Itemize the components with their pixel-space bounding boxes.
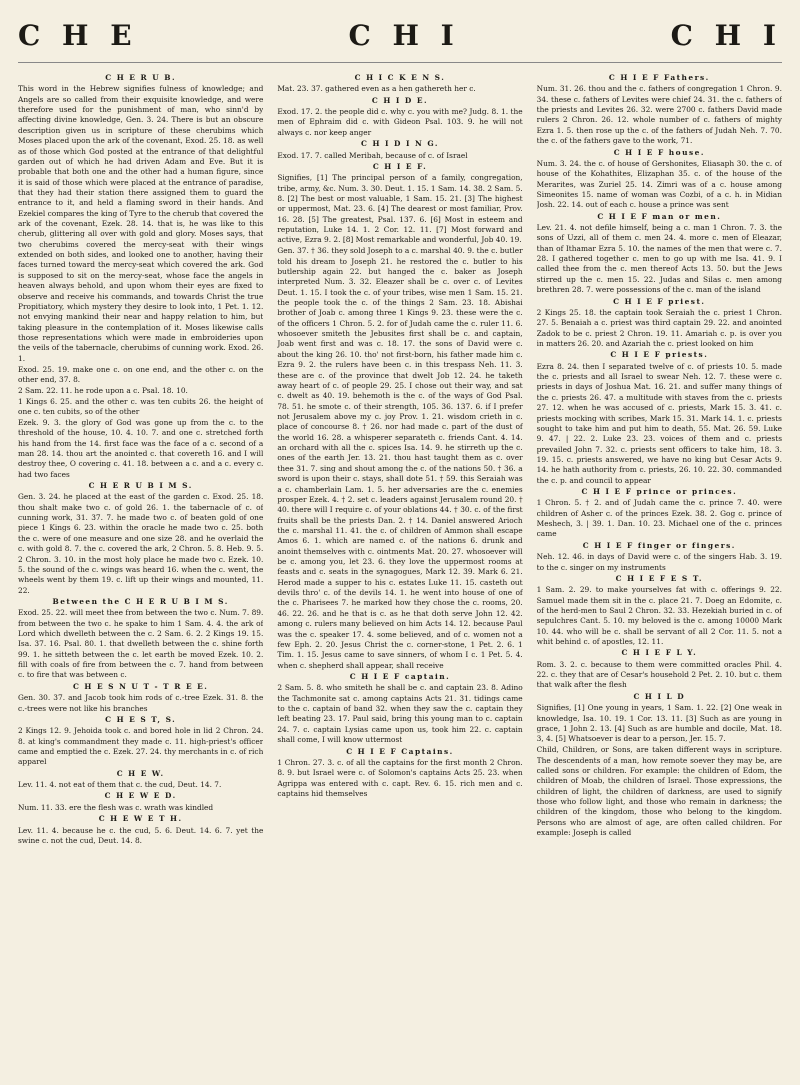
column-3 — [537, 72, 782, 1077]
entry-text: Exod. 17. 2. the people did c. why c. you with me? Judg. 8. 1. the men of Ephraim did c. with Gideon Psal. 103. 9. he will not always c. nor keep anger — [277, 107, 523, 137]
entry-text: Num. 3. 24. the c. of house of Gershonites, Eliasaph 30. the c. of house of the Kohathites, Elizaphan 35. c. of the house of the Merarites, was Zuriel 25. 14. Zimri was of a c. house among Simeonites 15. name of woman was Cozbi, of a c. h. in Midian Josh. 22. 14. out of each c. house a prince was sent — [536, 158, 782, 210]
entry-text: 1 Chron. 5. † 2. and of Judah came the c. prince 7. 40. were children of Asher c. of the princes Ezek. 38. 2. Gog c. prince of Meshech, 3. | 39. 1. Dan. 10. 23. Michael one of the c. princes came — [536, 498, 782, 539]
entry-heading: C H I E F priest. — [613, 296, 706, 306]
entry-text: Num. 11. 33. ere the flesh was c. wrath was kindled — [18, 802, 214, 812]
entry-heading: C H E W E T H. — [98, 814, 183, 824]
entry-text: 2 Sam. 5. 8. who smiteth he shall be c. and captain 23. 8. Adino the Tachmonite sat c. among captains Acts 21. 31. tidings came to the c. captain of band 32. when they saw the c. captain they left beating 23. 17. Paul said, bring this young man to c. captain 24. 7. c. captain Lysias came upon us, took him 22. c. captain shall come, I will know uttermost — [277, 683, 523, 745]
entry-text: Neh. 12. 46. in days of David were c. of the singers Hab. 3. 19. to the c. singer on my instruments — [536, 552, 782, 572]
entry-text: Exod. 17. 7. called Meribah, because of c. of Israel — [277, 150, 468, 160]
entry-heading: C H E S T, S. — [105, 714, 177, 724]
entry-text: Num. 31. 26. thou and the c. fathers of congregation 1 Chron. 9. 34. these c. fathers of Levites were chief 24. 31. the c. fathers of the priests and Levites 26. 32. were 2700 c. fathers David made rulers 2 Chron. 26. 12. whole number of c. fathers of mighty Ezra 1. 5. then rose up the c. of the fathers of Judah Neh. 7. 70. the c. of the fathers gave to the work, 71. — [536, 84, 782, 146]
dictionary-columns — [18, 72, 782, 1077]
entry-heading: C H I D E. — [371, 95, 429, 105]
entry-heading: C H I E F. — [372, 161, 428, 171]
entry-text: Signifies, [1] The principal person of a family, congregation, tribe, army, &c. Num. 3. 30. Deut. 1. 15. 1 Sam. 14. 38. 2 Sam. 5. 8. [2] The best or most valuable, 1 Sam. 15. 21. [3] The highest or uppermost, Mat. 23. 6. [4] The dearest or most familiar, Prov. 16. 28. [5] The greatest, Psal. 137. 6. [6] Most in esteem and reputation, Luke 14. 1. 2 Cor. 12. 11. [7] Most forward and active, Ezra 9. 2. [8] Most remarkable and wonderful, Job 40. 19. — [277, 173, 523, 245]
entry-text: Lev. 21. 4. not defile himself, being a c. man 1 Chron. 7. 3. the sons of Uzzi, all of them c. men 24. 4. more c. men of Eleazar, than of Ithamar Ezra 5. 10. the names of the men that were c. 7. 28. I gathered together c. men to go up with me Isa. 41. 9. I called thee from the c. men thereof Acts 13. 50. but the Jews stirred up the c. men 15. 22. Judas and Silas c. men among brethren 28. 7. were possessions of the c. man of the island — [536, 223, 782, 295]
entry-text: Ezek. 9. 3. the glory of God was gone up from the c. to the threshold of the house, 10. 4. 10. 7. and one c. stretched forth his hand from the 14. first face was the face of a c. second of a man 28. 14. thou art the anointed c. that covereth 16. and I will destroy thee, O covering c. 41. 18. between a c. and a c. every c. had two faces — [18, 417, 264, 479]
running-header — [18, 14, 782, 56]
entry-text: 1 Chron. 27. 3. c. of all the captains for the first month 2 Chron. 8. 9. but Israel were c. of Solomon's captains Acts 25. 23. when Agrippa was entered with c. capt. Rev. 6. 15. rich men and c. captains hid themselves — [277, 757, 523, 798]
entry-heading: C H I E F L Y. — [621, 648, 698, 658]
entry-heading: C H E S N U T - T R E E. — [72, 681, 209, 691]
entry-heading: Between the C H E R U B I M S. — [52, 596, 229, 606]
entry-text: Mat. 23. 37. gathered even as a hen gathereth her c. — [277, 84, 476, 94]
entry-heading: C H E W. — [116, 768, 165, 778]
entry-heading: C H I E F Fathers. — [608, 73, 710, 82]
header-left: C H E — [18, 18, 138, 52]
entry-text: Gen. 30. 37. and Jacob took him rods of c.-tree Ezek. 31. 8. the c.-trees were not like his branches — [18, 693, 264, 713]
entry-heading: C H I C K E N S. — [354, 73, 446, 82]
entry-heading: C H I E F E S T. — [615, 573, 703, 583]
header-center: C H I — [348, 18, 460, 52]
column-1 — [18, 72, 263, 1077]
entry-heading: C H I E F prince or princes. — [581, 487, 738, 497]
entry-heading: C H I D I N G. — [360, 139, 439, 149]
entry-heading: C H E R U B. — [105, 73, 177, 82]
entry-text: Signifies, [1] One young in years, 1 Sam. 1. 22. [2] One weak in knowledge, Isa. 10. 19. 1 Cor. 13. 11. [3] Such as are young in grace, 1 John 2. 13. [4] Such as are humble and docile, Mat. 18. 3, 4. [5] Whatsoever is dear to a person, Jer. 15. 7. — [536, 703, 782, 744]
entry-text: Gen. 3. 24. he placed at the east of the garden c. Exod. 25. 18. thou shalt make two c. of gold 26. 1. the tabernacle of c. of cunning work, 31. 37. 7. he made two c. of beaten gold of one piece 1 Kings 6. 23. within the oracle he made two c. 25. both the c. were of one measure and one size 28. and he overlaid the c. with gold 8. 7. the c. covered the ark, 2 Chron. 5. 8. Heb. 9. 5. 2 Chron. 3. 10. in the most holy place he made two c. Ezek. 10. 5. the sound of the c. wings was heard 16. when the c. went, the wheels went by them 19. c. lift up their wings and mounted, 11. 22. — [18, 492, 264, 595]
entry-text: 2 Kings 25. 18. the captain took Seraiah the c. priest 1 Chron. 27. 5. Benaiah a c. priest was third captain 29. 22. and anointed Zadok to be c. priest 2 Chron. 19. 11. Amariah c. p. is over you in matters 26. 20. and Azariah the c. priest looked on him — [536, 307, 782, 348]
entry-heading: C H I E F priests. — [610, 350, 709, 360]
entry-heading: C H I L D — [633, 691, 686, 701]
entry-heading: C H E W E D. — [104, 791, 177, 801]
entry-heading: C H I E F Captains. — [346, 746, 454, 756]
entry-heading: C H E R U B I M S. — [88, 481, 193, 491]
entry-text: 2 Kings 12. 9. Jehoida took c. and bored hole in lid 2 Chron. 24. 8. at king's commandment they made c. 11. high-priest's officer came and emptied the c. Ezek. 27. 24. thy merchants in c. of rich apparel — [18, 726, 264, 767]
entry-text: Exod. 25. 22. will meet thee from between the two c. Num. 7. 89. from between the two c. he spake to him 1 Sam. 4. 4. the ark of Lord which dwelleth between the c. 2 Sam. 6. 2. 2 Kings 19. 15. Isa. 37. 16. Psal. 80. 1. that dwelleth between the c. shine forth 99. 1. he sitteth between the c. let earth be moved Ezek. 10. 2. fill with coals of fire from between the c. 7. hand from between c. to fire that was between c. — [18, 608, 264, 680]
entry-text: Exod. 25. 19. make one c. on one end, and the other c. on the other end, 37. 8. — [18, 364, 264, 384]
entry-text: Lev. 11. 4. not eat of them that c. the cud, Deut. 14. 7. — [18, 780, 222, 790]
entry-heading: C H I E F house. — [613, 147, 705, 157]
header-rule — [18, 62, 782, 63]
header-right: C H I — [670, 18, 782, 52]
entry-text: Lev. 11. 4. because he c. the cud, 5. 6. Deut. 14. 6. 7. yet the swine c. not the cud, Deut. 14. 8. — [18, 825, 264, 845]
entry-heading: C H I E F captain. — [349, 671, 451, 681]
entry-text: 2 Sam. 22. 11. he rode upon a c. Psal. 18. 10. — [18, 385, 188, 395]
entry-text: 1 Sam. 2. 29. to make yourselves fat with c. offerings 9. 22. Samuel made them sit in the c. place 21. 7. Doeg an Edomite, c. of the herd-men to Saul 2 Chron. 32. 33. Hezekiah buried in c. of sepulchres Cant. 5. 10. my beloved is the c. among 10000 Mark 10. 44. who will be c. shall be servant of all 2 Cor. 11. 5. not a whit behind c. of apostles, 12. 11. — [536, 585, 782, 647]
entry-heading: C H I E F man or men. — [597, 211, 722, 221]
entry-text: Child, Children, or Sons, are taken different ways in scripture. The descendents of a man, how remote soever they may be, are called sons or children. For example: the children of Edom, the children of Moab, the children of Israel. Those expressions, the children of light, the children of darkness, are used to signify those who follow light, and those who remain in darkness; the children of the kingdom, those who belong to the kingdom. Persons who are almost of age, are often called children. For example: Joseph is called — [536, 745, 782, 838]
entry-text: Gen. 37. † 36. they sold Joseph to a c. marshal 40. 9. the c. butler told his dream to Joseph 21. he restored the c. butler to his butlership again 22. but hanged the c. baker as Joseph interpreted Num. 3. 32. Eleazer shall be c. over c. of Levites Deut. 1. 15. I took the c. of your tribes, wise men 1 Sam. 15. 21. the people took the c. of the things 2 Sam. 23. 18. Abishai brother of Joab c. among three 1 Kings 9. 23. these were the c. of the officers 1 Chron. 5. 2. for of Judah came the c. ruler 11. 6. whosoever smiteth the Jebusites first shall be c. and captain, Joab went first and was c. 18. 17. the sons of David were c. about the king 26. 10. tho' not first-born, his father made him c. Ezra 9. 2. the rulers have been c. in this trespass Neh. 11. 3. these are c. of the province that dwelt Job 12. 24. he taketh away heart of c. of people 29. 25. I chose out their way, and sat c. dwelt as 40. 19. behemoth is the c. of the ways of God Psal. 78. 51. he smote c. of their strength, 105. 36. 137. 6. if I prefer not Jerusalem above my c. joy Prov. 1. 21. wisdom crieth in c. place of concourse 8. † 26. nor had made c. part of the dust of the world 16. 28. a whisperer separateth c. friends Cant. 4. 14. an orchard with all the c. spices Isa. 14. 9. he stirreth up the c. ones of the earth Jer. 13. 21. thou hast taught them as c. over thee 31. 7. sing and shout among the c. of the nations 50. † 36. a sword is upon their c. stays, shall dote 51. † 59. this Seraiah was a c. chamberlain Lam. 1. 5. her adversaries are the c. enemies prosper Ezek. 4. † 2. set c. leaders against Jerusalem round 20. † 40. there will I require c. of your oblations 44. † 30. c. of the first fruits shall be the priests Dan. 2. † 14. Daniel answered Arioch the c. marshal 11. 41. the c. of children of Ammon shall escape Amos 6. 1. which are named c. of the nations 6. drunk and anoint themselves with c. ointments Mat. 20. 27. whosoever will be c. among you, let 23. 6. they love the uppermost rooms at feasts and c. seats in the synagogues, Mark 12. 39. Mark 6. 21. Herod made a supper to his c. estates Luke 11. 15. casteth out devils thro' c. of the devils 14. 1. he went into house of one of the c. Pharisees 7. he marked how they chose the c. rooms, 20. 46. 22. 26. and he that is c. as he that doth serve John 12. 42. among c. rulers many believed on him Acts 14. 12. because Paul was the c. speaker 17. 4. some believed, and of c. women not a few Eph. 2. 20. Jesus Christ the c. corner-stone, 1 Pet. 2. 6. 1 Tim. 1. 15. Jesus came to save sinners, of whom I c. 1 Pet. 5. 4. when c. shepherd shall appear, shall receive — [277, 246, 523, 670]
entry-text: Ezra 8. 24. then I separated twelve of c. of priests 10. 5. made the c. priests and all Israel to swear Neh. 12. 7. these were c. priests in days of Joshua Mat. 16. 21. and suffer many things of the c. priests 26. 47. a multitude with staves from the c. priests 27. 12. when he was accused of c. priests, Mark 15. 3. 41. c. priests mocking with scribes, Mark 15. 31. Mark 14. 1. c. priests sought to take him and put him to death, 55. Mat. 26. 59. Luke 9. 47. | 22. 2. Luke 23. 23. voices of them and c. priests prevailed John 7. 32. c. priests sent officers to take him, 18. 3. 19. 15. c. priests answered, we have no king but Cesar Acts 9. 14. he hath authority from c. priests, 26. 10. 22. 30. commanded the c. p. and council to appear — [536, 361, 782, 485]
entry-text: Rom. 3. 2. c. because to them were committed oracles Phil. 4. 22. c. they that are of Cesar's household 2 Pet. 2. 10. but c. them that walk after the flesh — [536, 659, 782, 690]
entry-text: This word in the Hebrew signifies fulness of knowledge; and Angels are so called from their exquisite knowledge, and were therefore used for the punishment of man, who sinn'd by affecting divine knowledge, Gen. 3. 24. There is but an obscure description given us in scripture of these cherubims which Moses placed upon the ark of the covenant, Exod. 25. 18. as well as of those which God posted at the entrance of that delightful garden out of which he had driven Adam and Eve. But it is probable that both one and the other had a human figure, since it is said of those which were placed at the entrance of paradise, that they had their station there assigned them to guard the entrance to it, and held a flaming sword in their hands. And Ezekiel compares the king of Tyre to the cherub that covered the ark of the covenant, Ezek. 28. 14. that is, he was like to this cherub, glittering all over with gold and glory. Moses says, that two cherubims covered the mercy-seat with their wings extended on both sides, and looked one to another, having their faces turned toward the mercy-seat which covered the ark. God is supposed to sit on the mercy-seat, whose face the angels in heaven always behold, and upon whom their eyes are fixed to observe and receive his commands, and towards Christ the true Propitiatory, which mystery they desire to look into, 1 Pet. 1. 12. not envying mankind their near and happy relation to him, but taking pleasure in the contemplation of it. Moses likewise calls those representations which were made in embroideries upon the veils of the tabernacle, cherubims of cunning work. Exod. 26. 1. — [18, 84, 264, 363]
entry-heading: C H I E F finger or fingers. — [582, 540, 736, 550]
column-2 — [277, 72, 522, 1077]
entry-text: 1 Kings 6. 25. and the other c. was ten cubits 26. the height of one c. ten cubits, so of the other — [18, 396, 264, 416]
